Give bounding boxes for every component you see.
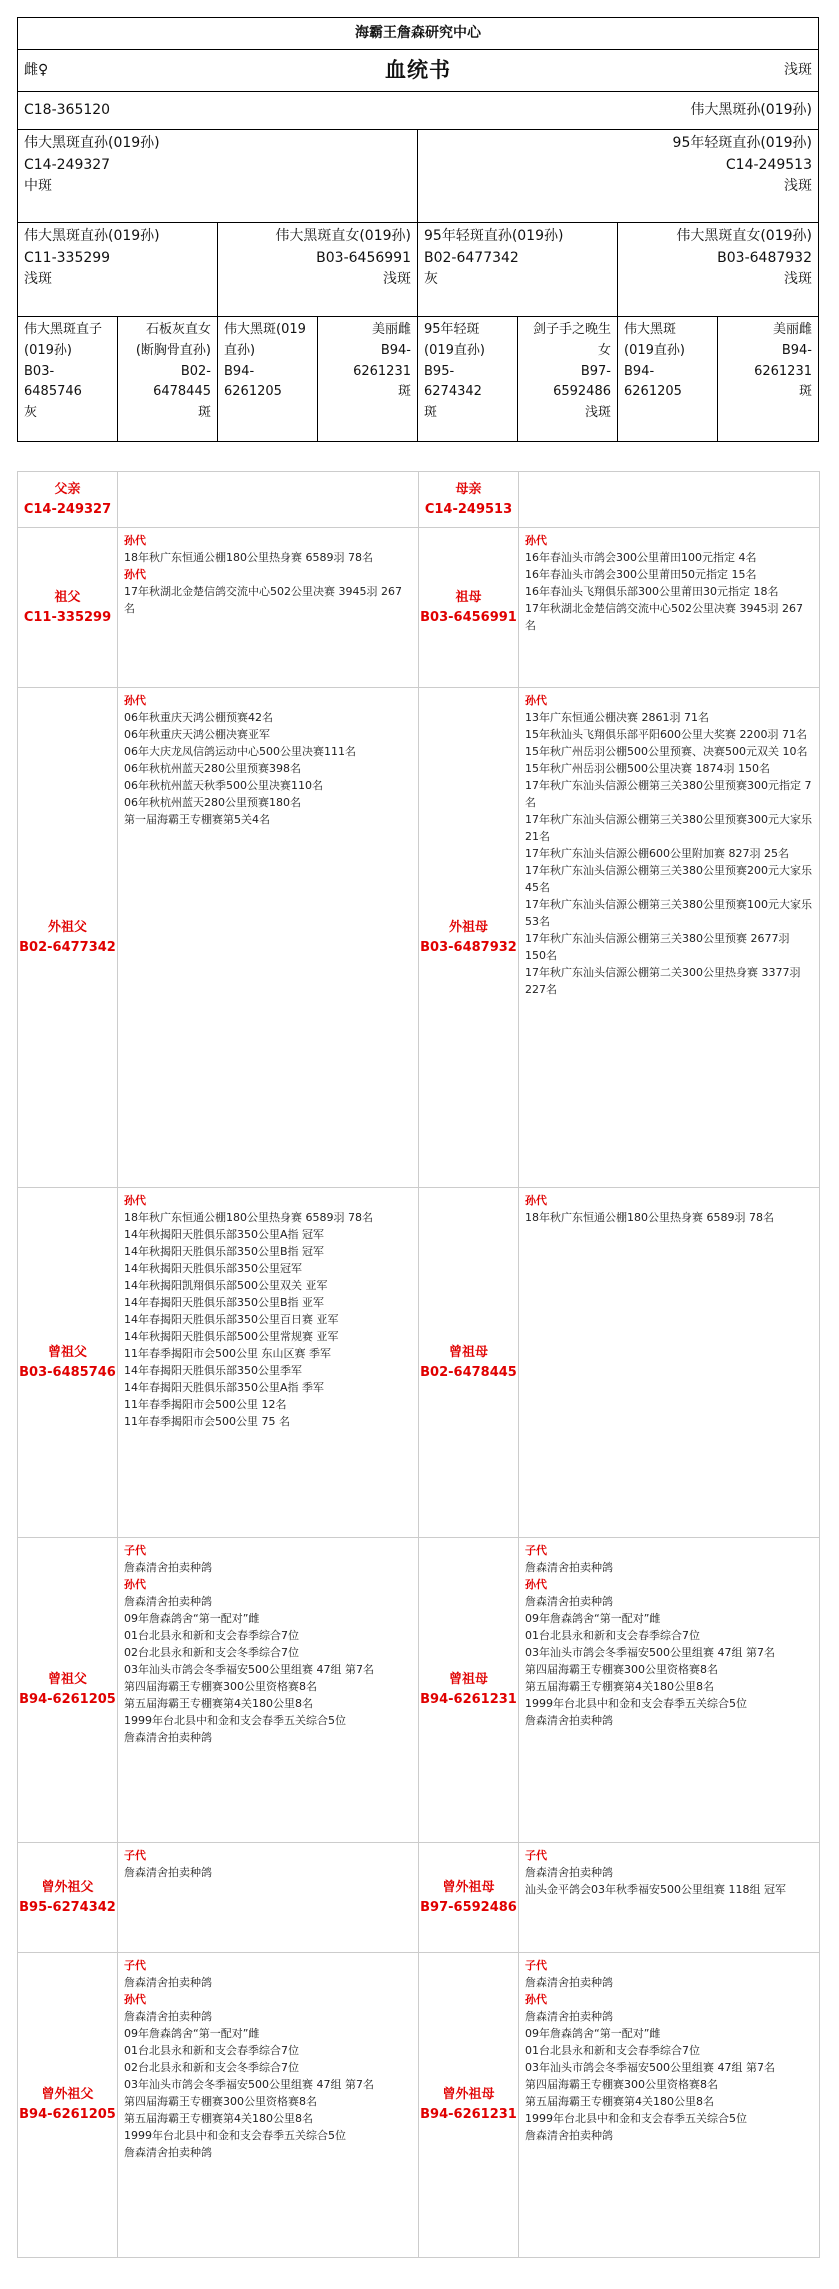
maternal-grandsire-name: 95年轻斑直孙(019孙) [424,228,564,244]
ancestor-label-cell [419,1953,519,2258]
achievement-item: 01台北县永和新和支会春季综合7位 [525,2044,700,2057]
achievement-item: 06年秋重庆天鸿公棚预赛42名 [124,711,273,724]
achievement-item: 06年秋重庆天鸿公棚决赛亚军 [124,728,270,741]
achievement-item: 1999年台北县中和金和支会春季五关综合5位 [525,2112,747,2125]
title-row [18,50,818,92]
ancestor-relation: 曾祖母 [448,1344,488,1360]
achievement-item: 16年春汕头市鸽会300公里莆田100元指定 4名 [525,551,757,564]
great-grandparent-cell [218,317,318,441]
achievement-item: 第五届海霸王专棚赛第4关180公里8名 [124,1697,313,1710]
offspring-generation-title: 孙代 [525,534,547,547]
great-grandparent-line: 斑 [197,405,211,421]
offspring-generation-title: 孙代 [124,1194,146,1207]
ancestor-label-cell [419,528,519,688]
ancestor-label-cell [419,1538,519,1843]
achievement-item: 14年秋揭阳天胜俱乐部350公里A指 冠军 [124,1228,325,1241]
maternal-granddam-name: 伟大黑斑直女(019孙) [676,228,812,244]
ancestor-row [18,1843,820,1953]
great-grandparent-line: 6478445 [153,384,211,400]
achievement-item: 詹森清舍拍卖种鸽 [124,1595,212,1608]
great-grandparent-line: 灰 [24,405,38,421]
achievement-item: 18年秋广东恒通公棚180公里热身赛 6589羽 78名 [525,1211,774,1224]
ancestor-ring: B95-6274342 [19,1899,116,1915]
grandsire-cell [18,223,218,316]
achievement-item: 詹森清舍拍卖种鸽 [124,2146,212,2159]
ancestor-label-cell [419,1843,519,1953]
ancestor-label-cell [18,472,118,528]
great-grandparent-cell [718,317,818,441]
achievement-item: 18年秋广东恒通公棚180公里热身赛 6589羽 78名 [124,1211,373,1224]
granddam-cell [218,223,418,316]
achievement-item: 1999年台北县中和金和支会春季五关综合5位 [124,2129,346,2142]
grandsire-color: 浅斑 [24,271,52,288]
achievement-item: 第四届海霸王专棚赛300公里资格赛8名 [525,2078,718,2091]
ring-number: C18-365120 [24,101,111,118]
ancestor-ring: C14-249327 [23,501,112,517]
great-grandparent-cell [418,317,518,441]
generation-3 [18,317,818,441]
maternal-granddam-cell [618,223,818,316]
ancestor-achievements-table [17,471,820,2258]
achievement-item: 13年广东恒通公棚决赛 2861羽 71名 [525,711,709,724]
achievement-item: 11年春季揭阳市会500公里 12名 [124,1398,287,1411]
sex-label: 雌♀ [24,61,49,78]
achievement-item: 16年春汕头飞翔俱乐部300公里莆田30元指定 18名 [525,585,779,598]
great-grandparent-line: 斑 [397,384,411,400]
achievement-item: 17年秋广东汕头信源公棚第三关380公里预赛300元大家乐 21名 [525,813,812,843]
ancestor-ring: B02-6478445 [420,1364,517,1380]
ancestor-row [18,688,820,1188]
ancestor-achievements-cell [118,688,419,1188]
achievement-item: 詹森清舍拍卖种鸽 [525,1561,613,1574]
achievement-item: 詹森清舍拍卖种鸽 [124,1866,212,1879]
institution-row [18,18,818,50]
achievement-item: 09年詹森鸽舍“第一配对”雌 [124,1612,260,1625]
dam-ring: C14-249513 [725,156,812,173]
great-grandparent-line: 女 [597,342,611,358]
ancestor-relation: 母亲 [455,481,482,497]
great-grandparent-line: 6261231 [754,363,812,379]
ancestor-achievements-cell [519,688,820,1188]
maternal-granddam-color: 浅斑 [784,271,812,288]
great-grandparent-line: (019直孙) [424,342,485,358]
great-grandparent-line: 6592486 [553,384,611,400]
ancestor-label-cell [18,1188,118,1538]
achievement-item: 06年秋杭州蓝天280公里预赛180名 [124,796,301,809]
achievement-item: 03年汕头市鸽会冬季福安500公里组赛 47组 第7名 [124,1663,374,1676]
achievement-item: 06年大庆龙凤信鸽运动中心500公里决赛111名 [124,745,356,758]
offspring-generation-title: 孙代 [124,1993,146,2006]
great-grandparent-cell [118,317,218,441]
great-grandparent-line: 6485746 [24,384,82,400]
achievement-item: 11年春季揭阳市会500公里 东山区赛 季军 [124,1347,331,1360]
dam-color: 浅斑 [784,178,812,195]
institution-name: 海霸王詹森研究中心 [355,24,481,41]
great-grandparent-line: B02- [180,363,211,379]
ancestor-ring: B94-6261205 [19,2107,116,2122]
offspring-generation-title: 孙代 [124,694,146,707]
achievement-item: 詹森清舍拍卖种鸽 [525,1976,613,1989]
achievement-item: 09年詹森鸽舍“第一配对”雌 [525,2027,661,2040]
ancestor-relation: 曾祖父 [47,1344,87,1360]
achievement-item: 17年秋广东汕头信源公棚600公里附加赛 827羽 25名 [525,847,789,860]
granddam-ring: B03-6456991 [316,249,411,266]
ancestor-label-cell [18,1843,118,1953]
achievement-item: 16年春汕头市鸽会300公里莆田50元指定 15名 [525,568,757,581]
offspring-generation-title: 孙代 [525,1194,547,1207]
achievement-item: 02台北县永和新和支会冬季综合7位 [124,2061,299,2074]
achievement-item: 詹森清舍拍卖种鸽 [525,1714,613,1727]
ancestor-relation: 曾外祖父 [41,1879,94,1895]
granddam-color: 浅斑 [383,271,411,288]
ancestor-relation: 外祖父 [47,919,87,935]
achievement-item: 11年春季揭阳市会500公里 75 名 [124,1415,290,1428]
maternal-granddam-ring: B03-6487932 [717,249,812,266]
achievement-item: 01台北县永和新和支会春季综合7位 [124,2044,299,2057]
ancestor-label-cell [419,472,519,528]
strain-label: 伟大黑斑孙(019孙) [690,101,812,118]
maternal-grandsire-color: 灰 [424,271,438,288]
great-grandparent-line: 直孙) [224,342,256,358]
achievement-item: 09年詹森鸽舍“第一配对”雌 [124,2027,260,2040]
pedigree-certificate [17,17,819,442]
ancestor-relation: 祖父 [54,589,81,605]
ancestor-ring: B02-6477342 [19,939,116,955]
great-grandparent-line: B94- [380,342,411,358]
achievement-item: 14年秋揭阳凯翔俱乐部500公里双关 亚军 [124,1279,328,1292]
ancestor-label-cell [18,528,118,688]
ancestor-row [18,1188,820,1538]
achievement-item: 09年詹森鸽舍“第一配对”雌 [525,1612,661,1625]
maternal-grandsire-cell [418,223,618,316]
great-grandparent-line: 6261205 [224,384,282,400]
great-grandparent-line: 浅斑 [584,405,611,421]
achievement-item: 汕头金平鸽会03年秋季福安500公里组赛 118组 冠军 [525,1883,786,1896]
offspring-generation-title: 孙代 [124,534,146,547]
ancestor-ring: B03-6456991 [420,609,517,625]
ancestor-achievements-cell [519,472,820,528]
ancestor-ring: C14-249513 [424,501,513,517]
achievement-item: 17年秋广东汕头信源公棚第三关380公里预赛300元指定 7名 [525,779,812,809]
achievement-item: 02台北县永和新和支会冬季综合7位 [124,1646,299,1659]
ring-row [18,92,818,130]
achievement-item: 第四届海霸王专棚赛300公里资格赛8名 [525,1663,718,1676]
offspring-generation-title: 子代 [525,1849,547,1862]
achievement-item: 17年秋湖北金楚信鸽交流中心502公里决赛 3945羽 267名 [124,585,402,615]
offspring-generation-title: 子代 [124,1849,146,1862]
achievement-item: 01台北县永和新和支会春季综合7位 [525,1629,700,1642]
ancestor-relation: 曾外祖母 [442,1879,495,1895]
achievement-item: 17年秋广东汕头信源公棚第二关300公里热身赛 3377羽 227名 [525,966,801,996]
great-grandparent-line: 6261205 [624,384,682,400]
achievement-item: 詹森清舍拍卖种鸽 [124,1976,212,1989]
great-grandparent-line: 伟大黑斑直子 [24,322,103,337]
great-grandparent-line: 剑子手之晚生 [532,322,611,337]
ancestor-achievements-cell [118,472,419,528]
achievement-item: 15年秋汕头飞翔俱乐部平阳600公里大奖赛 2200羽 71名 [525,728,807,741]
ancestor-achievements-cell [118,1538,419,1843]
achievement-item: 1999年台北县中和金和支会春季五关综合5位 [525,1697,747,1710]
dam-cell [418,130,818,222]
ancestor-label-cell [419,688,519,1188]
achievement-item: 14年秋揭阳天胜俱乐部350公里B指 冠军 [124,1245,325,1258]
ancestor-ring: B94-6261231 [420,2107,517,2122]
ancestor-achievements-cell [118,1953,419,2258]
achievement-item: 詹森清舍拍卖种鸽 [525,1595,613,1608]
ancestor-achievements-cell [118,1188,419,1538]
offspring-generation-title: 子代 [124,1544,146,1557]
ancestor-achievements-cell [519,1538,820,1843]
grandsire-name: 伟大黑斑直孙(019孙) [24,228,160,244]
achievement-item: 第四届海霸王专棚赛300公里资格赛8名 [124,1680,317,1693]
great-grandparent-line: B03- [24,363,55,379]
great-grandparent-line: 斑 [424,405,438,421]
achievement-item: 15年秋广州岳羽公棚500公里预赛、决赛500元双关 10名 [525,745,808,758]
ancestor-ring: C11-335299 [23,609,112,625]
great-grandparent-line: (019孙) [24,342,72,358]
ancestor-relation: 父亲 [54,481,81,497]
achievement-item: 第五届海霸王专棚赛第4关180公里8名 [525,2095,714,2108]
achievement-item: 詹森清舍拍卖种鸽 [525,2010,613,2023]
ancestor-row [18,1953,820,2258]
great-grandparent-line: (019直孙) [624,342,685,358]
ancestor-row [18,528,820,688]
offspring-generation-title: 孙代 [525,1993,547,2006]
achievement-item: 06年秋杭州蓝天280公里预赛398名 [124,762,301,775]
offspring-generation-title: 孙代 [124,1578,146,1591]
achievement-item: 第五届海霸王专棚赛第4关180公里8名 [124,2112,313,2125]
achievement-item: 17年秋广东汕头信源公棚第三关380公里预赛200元大家乐 45名 [525,864,812,894]
great-grandparent-cell [318,317,418,441]
offspring-generation-title: 孙代 [525,1578,547,1591]
ancestor-ring: B03-6487932 [420,939,517,955]
achievement-item: 14年春揭阳天胜俱乐部350公里B指 亚军 [124,1296,325,1309]
great-grandparent-line: 6261231 [353,363,411,379]
achievement-item: 詹森清舍拍卖种鸽 [525,2129,613,2142]
maternal-grandsire-ring: B02-6477342 [424,249,519,266]
ancestor-ring: B03-6485746 [19,1364,116,1380]
achievement-item: 詹森清舍拍卖种鸽 [525,1866,613,1879]
great-grandparent-line: 石板灰直女 [145,322,211,337]
offspring-generation-title: 孙代 [124,568,146,581]
ancestor-achievements-cell [519,1843,820,1953]
ancestor-row [18,472,820,528]
ancestor-achievements-cell [519,528,820,688]
great-grandparent-line: (断胸骨直孙) [135,342,211,358]
great-grandparent-line: B97- [580,363,611,379]
great-grandparent-line: B94- [781,342,812,358]
great-grandparent-line: 伟大黑斑(019 [224,322,306,337]
sire-color: 中斑 [24,178,52,195]
achievement-item: 06年秋杭州蓝天秋季500公里决赛110名 [124,779,323,792]
achievement-item: 14年春揭阳天胜俱乐部350公里百日赛 亚军 [124,1313,339,1326]
achievement-item: 17年秋湖北金楚信鸽交流中心502公里决赛 3945羽 267名 [525,602,803,632]
ancestor-relation: 祖母 [455,589,482,605]
achievement-item: 14年秋揭阳天胜俱乐部350公里冠军 [124,1262,302,1275]
achievement-item: 14年春揭阳天胜俱乐部350公里A指 季军 [124,1381,325,1394]
great-grandparent-line: 美丽雌 [371,322,411,337]
ancestor-achievements-cell [519,1953,820,2258]
ancestor-ring: B97-6592486 [420,1899,517,1915]
great-grandparent-line: 6274342 [424,384,482,400]
great-grandparent-line: 美丽雌 [772,322,812,337]
achievement-item: 17年秋广东汕头信源公棚第三关380公里预赛 2677羽 150名 [525,932,790,962]
great-grandparent-cell [18,317,118,441]
great-grandparent-line: B94- [224,363,255,379]
offspring-generation-title: 子代 [525,1959,547,1972]
ancestor-relation: 曾祖父 [47,1672,87,1687]
offspring-generation-title: 子代 [124,1959,146,1972]
grandsire-ring: C11-335299 [24,249,111,266]
sire-name: 伟大黑斑直孙(019孙) [24,135,160,151]
achievement-item: 15年秋广州岳羽公棚500公里决赛 1874羽 150名 [525,762,770,775]
ancestor-ring: B94-6261231 [420,1692,517,1707]
ancestor-label-cell [18,688,118,1188]
offspring-generation-title: 子代 [525,1544,547,1557]
generation-1 [18,130,818,223]
granddam-name: 伟大黑斑直女(019孙) [275,228,411,244]
achievement-item: 第一届海霸王专棚赛第5关4名 [124,813,270,826]
achievement-item: 18年秋广东恒通公棚180公里热身赛 6589羽 78名 [124,551,373,564]
achievement-item: 14年秋揭阳天胜俱乐部500公里常规赛 亚军 [124,1330,339,1343]
bird-color: 浅斑 [784,61,812,78]
great-grandparent-cell [618,317,718,441]
achievement-item: 17年秋广东汕头信源公棚第三关380公里预赛100元大家乐 53名 [525,898,812,928]
great-grandparent-line: B95- [424,363,455,379]
great-grandparent-line: 斑 [798,384,812,400]
achievement-item: 03年汕头市鸽会冬季福安500公里组赛 47组 第7名 [124,2078,374,2091]
ancestor-achievements-cell [118,1843,419,1953]
sire-ring: C14-249327 [24,156,111,173]
great-grandparent-cell [518,317,618,441]
great-grandparent-line: 95年轻斑 [424,322,480,337]
achievement-item: 03年汕头市鸽会冬季福安500公里组赛 47组 第7名 [525,2061,775,2074]
achievement-item: 1999年台北县中和金和支会春季五关综合5位 [124,1714,346,1727]
ancestor-relation: 曾外祖父 [41,2087,94,2102]
ancestor-label-cell [18,1953,118,2258]
offspring-generation-title: 孙代 [525,694,547,707]
achievement-item: 第五届海霸王专棚赛第4关180公里8名 [525,1680,714,1693]
ancestor-achievements-cell [118,528,419,688]
achievement-item: 詹森清舍拍卖种鸽 [124,2010,212,2023]
achievement-item: 詹森清舍拍卖种鸽 [124,1731,212,1744]
great-grandparent-line: 伟大黑斑 [624,322,677,337]
ancestor-table-body [18,472,820,2258]
great-grandparent-line: B94- [624,363,655,379]
ancestor-relation: 曾外祖母 [442,2087,495,2102]
achievement-item: 01台北县永和新和支会春季综合7位 [124,1629,299,1642]
ancestor-row [18,1538,820,1843]
ancestor-ring: B94-6261205 [19,1692,116,1707]
sire-cell [18,130,418,222]
achievement-item: 14年春揭阳天胜俱乐部350公里季军 [124,1364,302,1377]
ancestor-label-cell [18,1538,118,1843]
ancestor-relation: 曾祖母 [448,1672,488,1687]
achievement-item: 第四届海霸王专棚赛300公里资格赛8名 [124,2095,317,2108]
dam-name: 95年轻斑直孙(019孙) [672,135,812,151]
ancestor-relation: 外祖母 [448,919,488,935]
document-title: 血统书 [385,58,451,83]
ancestor-label-cell [419,1188,519,1538]
ancestor-achievements-cell [519,1188,820,1538]
achievement-item: 詹森清舍拍卖种鸽 [124,1561,212,1574]
achievement-item: 03年汕头市鸽会冬季福安500公里组赛 47组 第7名 [525,1646,775,1659]
generation-2 [18,223,818,317]
